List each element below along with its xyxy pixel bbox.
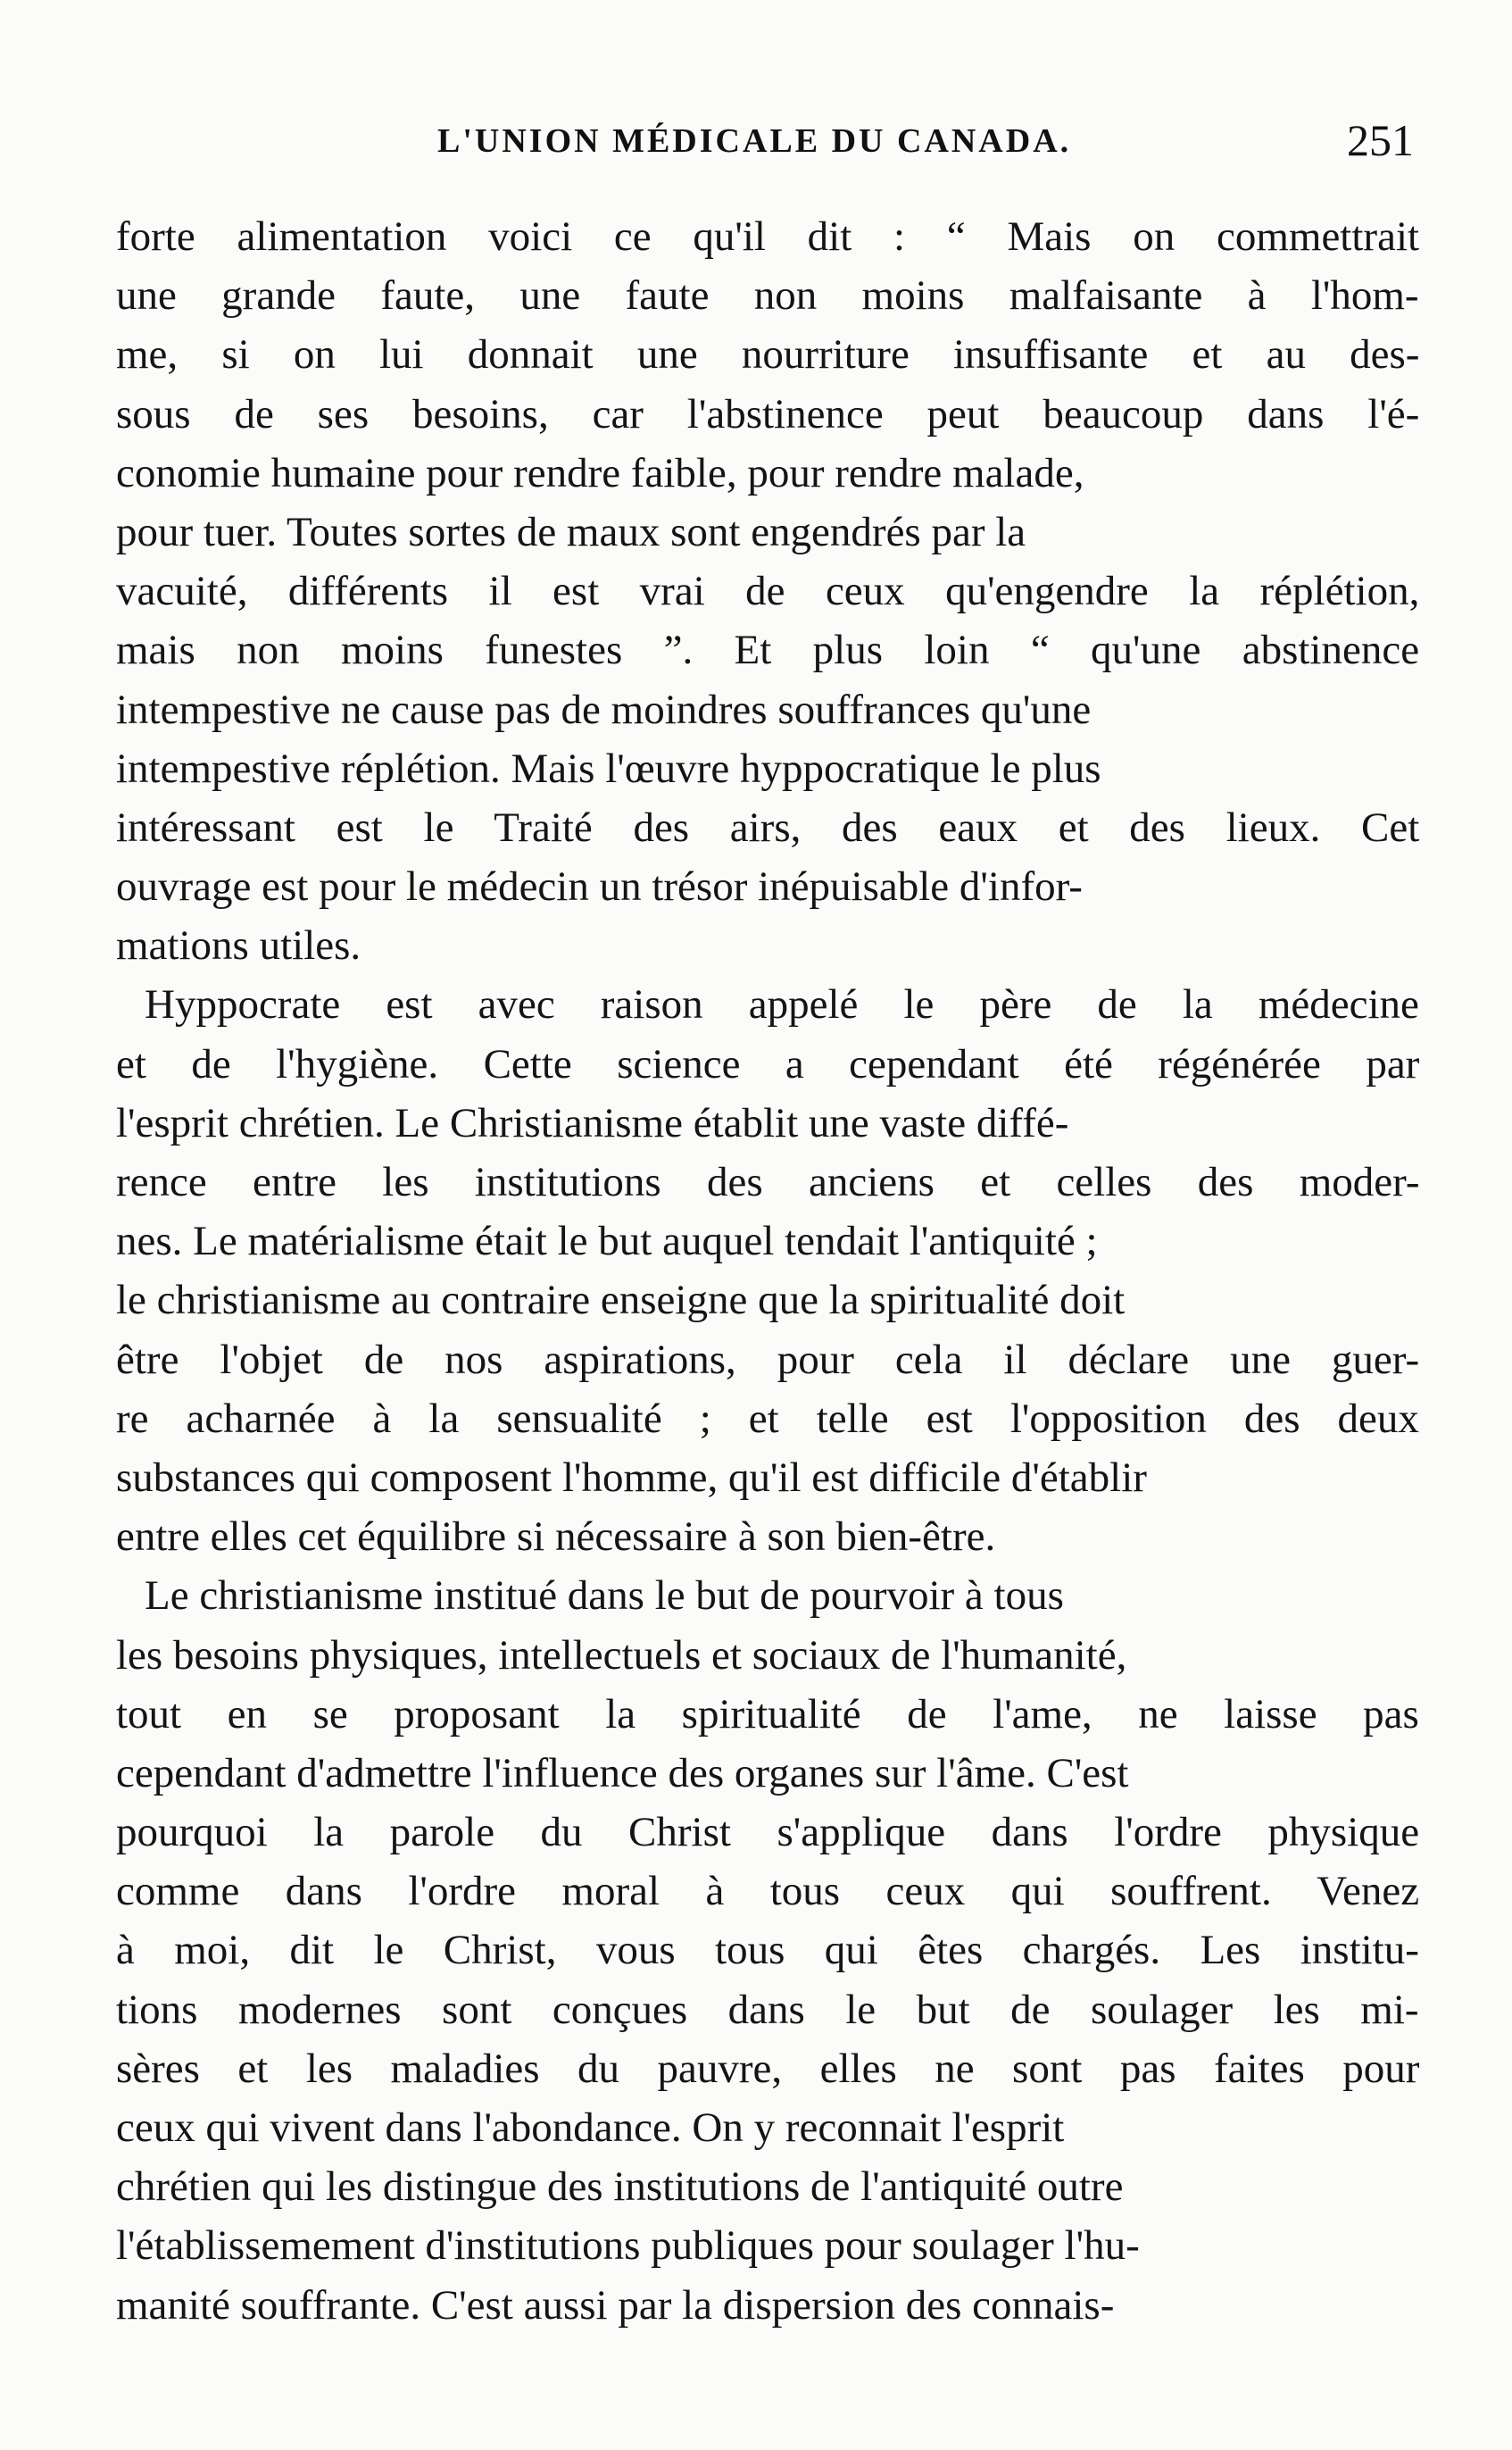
text-line: pourquoi la parole du Christ s'applique dans l'ordre physique — [116, 1809, 1420, 1856]
text-line: Hyppocrate est avec raison appelé le père de la médecine — [145, 981, 1419, 1029]
text-line: ceux qui vivent dans l'abondance. On y reconnait l'esprit — [116, 2104, 1065, 2151]
page-number: 251 — [1347, 115, 1414, 165]
text-line: chrétien qui les distingue des institutions de l'antiquité outre — [116, 2163, 1124, 2211]
text-line: cependant d'admettre l'influence des organes sur l'âme. C'est — [116, 1749, 1129, 1796]
text-line: intempestive ne cause pas de moindres souffrances qu'une — [116, 686, 1092, 733]
text-line: le christianisme au contraire enseigne que la spiritualité doit — [116, 1277, 1126, 1324]
text-line: rence entre les institutions des anciens et celles des moder- — [116, 1159, 1420, 1205]
paragraph-3 — [116, 1566, 1419, 2334]
text-line: intempestive réplétion. Mais l'œuvre hyppocratique le plus — [116, 745, 1101, 792]
text-line: substances qui composent l'homme, qu'il est difficile d'établir — [116, 1454, 1147, 1501]
paragraph-2 — [116, 975, 1419, 1566]
text-line: nes. Le matérialisme était le but auquel tendait l'antiquité ; — [116, 1218, 1098, 1265]
text-line: intéressant est le Traité des airs, des eaux et des lieux. Cet — [116, 804, 1420, 851]
text-line: me, si on lui donnait une nourriture insuffisante et au des- — [116, 331, 1420, 379]
text-line: vacuité, différents il est vrai de ceux qu'engendre la réplétion, — [116, 568, 1420, 615]
text-line: Le christianisme institué dans le but de pourvoir à tous — [145, 1572, 1064, 1620]
text-line: et de l'hygiène. Cette science a cependant été régénérée par — [116, 1040, 1420, 1088]
running-title: L'UNION MÉDICALE DU CANADA. — [437, 122, 1072, 160]
text-line: pour tuer. Toutes sortes de maux sont engendrés par la — [116, 508, 1026, 555]
text-line: forte alimentation voici ce qu'il dit : “ Mais on commettrait — [116, 213, 1420, 260]
text-line: les besoins physiques, intellectuels et sociaux de l'humanité, — [116, 1631, 1127, 1679]
text-line: mais non moins funestes ”. Et plus loin “ qu'une abstinence — [116, 627, 1420, 674]
text-line: tions modernes sont conçues dans le but de soulager les mi- — [116, 1986, 1419, 2033]
text-line: conomie humaine pour rendre faible, pour rendre malade, — [116, 449, 1084, 496]
text-line: ouvrage est pour le médecin un trésor inépuisable d'infor- — [116, 863, 1083, 911]
text-line: une grande faute, une faute non moins malfaisante à l'hom- — [116, 272, 1419, 320]
text-line: sous de ses besoins, car l'abstinence peut beaucoup dans l'é- — [116, 390, 1420, 438]
text-line: entre elles cet équilibre si nécessaire à son bien-être. — [116, 1513, 996, 1561]
text-line: re acharnée à la sensualité ; et telle est l'opposition des deux — [116, 1395, 1419, 1442]
paragraph-1 — [116, 207, 1419, 975]
page-header — [116, 114, 1419, 168]
body-text — [116, 207, 1419, 2335]
text-line: l'esprit chrétien. Le Christianisme établit une vaste diffé- — [116, 1099, 1069, 1146]
text-line: sères et les maladies du pauvre, elles ne sont pas faites pour — [116, 2045, 1420, 2092]
text-line: manité souffrante. C'est aussi par la dispersion des connais- — [116, 2281, 1115, 2329]
text-line: comme dans l'ordre moral à tous ceux qui souffrent. Venez — [116, 1868, 1420, 1915]
text-line: mations utiles. — [116, 922, 361, 970]
text-line: à moi, dit le Christ, vous tous qui êtes chargés. Les institu- — [116, 1927, 1419, 1974]
text-line: l'établissemement d'institutions publiques pour soulager l'hu- — [116, 2222, 1140, 2270]
text-line: être l'objet de nos aspirations, pour cela il déclare une guer- — [116, 1336, 1420, 1383]
text-line: tout en se proposant la spiritualité de l'ame, ne laisse pas — [116, 1690, 1419, 1738]
